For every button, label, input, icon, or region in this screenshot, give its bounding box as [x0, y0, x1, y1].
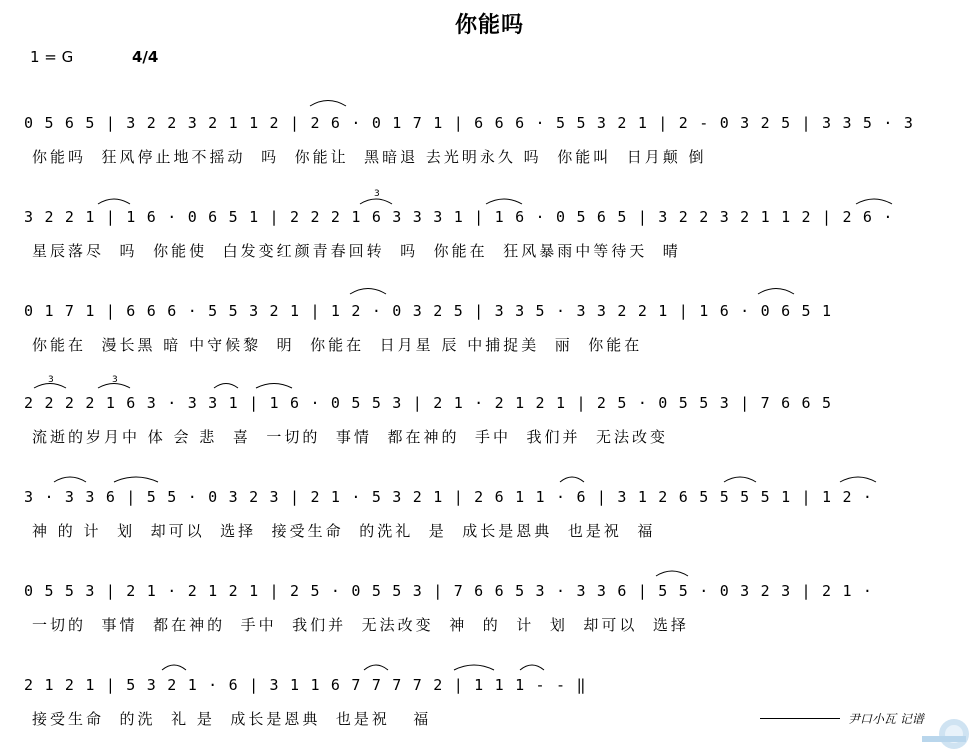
- lyric-line: 接受生命 的洗 礼 是 成长是恩典 也是祝 福: [32, 710, 432, 728]
- song-title: 你能吗: [454, 13, 524, 38]
- notation-line: 2 2 2 2 1 6 3 · 3 3 1 | 1 6 · 0 5 5 3 | 2 1 · 2 1 2 1 | 2 5 · 0 5 5 3 | 7 6 6 5: [24, 394, 833, 412]
- lyric-line: 你能在 漫长黑 暗 中守候黎 明 你能在 日月星 辰 中捕捉美 丽 你能在: [32, 336, 643, 354]
- lyric-line: 星辰落尽 吗 你能使 白发变红颜青春回转 吗 你能在 狂风暴雨中等待天 晴: [32, 242, 681, 260]
- tuplet-mark: 3: [112, 375, 118, 385]
- notation-line: 0 1 7 1 | 6 6 6 · 5 5 3 2 1 | 1 2 · 0 3 2 5 | 3 3 5 · 3 3 2 2 1 | 1 6 · 0 6 5 1: [24, 302, 833, 320]
- score-system-1: [24, 94, 949, 174]
- tuplet-mark: 3: [374, 189, 380, 199]
- lyric-line: 神 的 计 划 却可以 选择 接受生命 的洗礼 是 成长是恩典 也是祝 福: [32, 522, 656, 540]
- lyric-line: 你能吗 狂风停止地不摇动 吗 你能让 黑暗退 去光明永久 吗 你能叫 日月颠 倒: [32, 148, 707, 166]
- notation-line: 3 · 3 3 6 | 5 5 · 0 3 2 3 | 2 1 · 5 3 2 1 | 2 6 1 1 · 6 | 3 1 2 6 5 5 5 5 1 | 1 2 ·: [24, 488, 874, 506]
- lyric-line: 流逝的岁月中 体 会 悲 喜 一切的 事情 都在神的 手中 我们并 无法改变: [32, 428, 669, 446]
- score-system-7: [24, 656, 949, 736]
- key-signature: 1 = G: [30, 48, 74, 66]
- notation-line: 3 2 2 1 | 1 6 · 0 6 5 1 | 2 2 2 1 6 3 3 3 1 | 1 6 · 0 5 6 5 | 3 2 2 3 2 1 1 2 | 2 6 ·: [24, 208, 894, 226]
- notation-line: 2 1 2 1 | 5 3 2 1 · 6 | 3 1 1 6 7 7 7 7 2 | 1 1 1 - - ‖: [24, 676, 587, 694]
- score-system-5: [24, 468, 949, 548]
- score-system-2: [24, 188, 949, 268]
- score-system-4: [24, 374, 949, 454]
- score-system-3: [24, 282, 949, 362]
- transcriber-credit: 尹口小瓦 记谱: [848, 712, 924, 726]
- notation-line: 0 5 6 5 | 3 2 2 3 2 1 1 2 | 2 6 · 0 1 7 1 | 6 6 6 · 5 5 3 2 1 | 2 - 0 3 2 5 | 3 3 5 · 3: [24, 114, 915, 132]
- time-signature: 4/4: [132, 48, 159, 66]
- tuplet-mark: 3: [48, 375, 54, 385]
- watermark-logo-icon: [918, 716, 974, 750]
- notation-line: 0 5 5 3 | 2 1 · 2 1 2 1 | 2 5 · 0 5 5 3 | 7 6 6 5 3 · 3 3 6 | 5 5 · 0 3 2 3 | 2 1 ·: [24, 582, 874, 600]
- credit-rule: [760, 718, 840, 719]
- lyric-line: 一切的 事情 都在神的 手中 我们并 无法改变 神 的 计 划 却可以 选择: [32, 616, 689, 634]
- score-system-6: [24, 562, 949, 642]
